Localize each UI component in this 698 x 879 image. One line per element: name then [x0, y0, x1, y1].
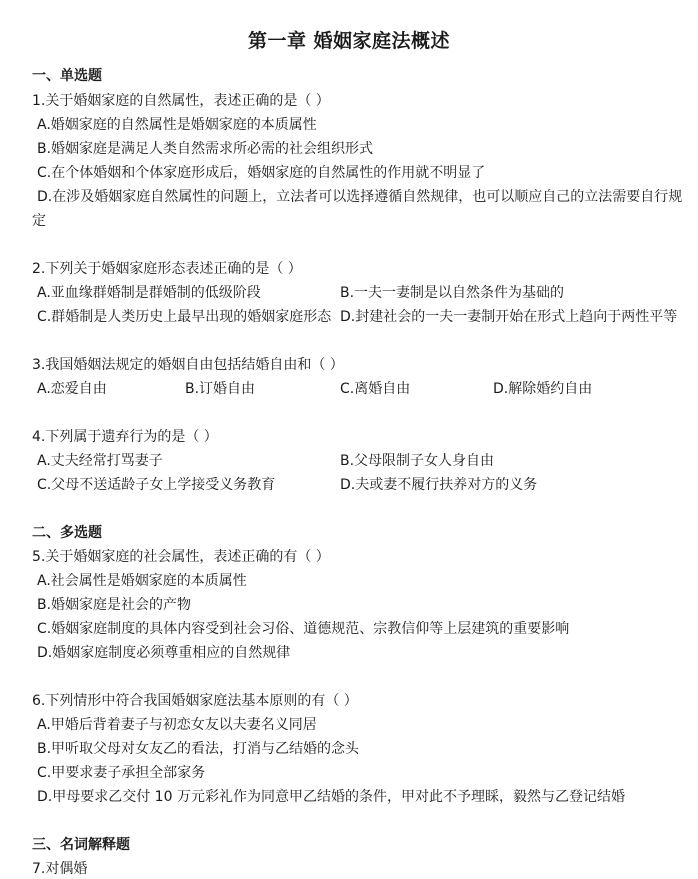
question-1-option-d: D.在涉及婚姻家庭自然属性的问题上，立法者可以选择遵循自然规律，也可以顺应自己的立法需要自行规	[37, 189, 683, 205]
question-6-option-c: C.甲要求妻子承担全部家务	[37, 765, 206, 781]
question-5-option-c: C.婚姻家庭制度的具体内容受到社会习俗、道德规范、宗教信仰等上层建筑的重要影响	[37, 621, 570, 637]
question-3-stem: 3.我国婚姻法规定的婚姻自由包括结婚自由和（ ）	[32, 357, 344, 373]
question-4-option-d: D.夫或妻不履行扶养对方的义务	[340, 477, 538, 493]
question-1-stem: 1.关于婚姻家庭的自然属性，表述正确的是（ ）	[32, 93, 330, 109]
question-2-stem: 2.下列关于婚姻家庭形态表述正确的是（ ）	[32, 261, 302, 277]
question-1-option-c: C.在个体婚姻和个体家庭形成后，婚姻家庭的自然属性的作用就不明显了	[37, 165, 486, 181]
section-heading-multiple-choice: 二、多选题	[32, 525, 102, 541]
question-4-option-c: C.父母不送适龄子女上学接受义务教育	[37, 477, 276, 493]
question-4-option-b: B.父母限制子女人身自由	[340, 453, 495, 469]
question-4-stem: 4.下列属于遗弃行为的是（ ）	[32, 429, 218, 445]
question-1-option-b: B.婚姻家庭是满足人类自然需求所必需的社会组织形式	[37, 141, 374, 157]
question-3-option-c: C.离婚自由	[340, 381, 411, 397]
question-6-option-d: D.甲母要求乙交付 10 万元彩礼作为同意甲乙结婚的条件，甲对此不予理睬，毅然与乙登记结婚	[37, 789, 625, 805]
question-2-option-b: B.一夫一妻制是以自然条件为基础的	[340, 285, 565, 301]
section-heading-term-definition: 三、名词解释题	[32, 837, 130, 853]
chapter-title: 第一章 婚姻家庭法概述	[247, 30, 451, 52]
question-2-option-a: A.亚血缘群婚制是群婚制的低级阶段	[37, 285, 261, 301]
question-6-stem: 6.下列情形中符合我国婚姻家庭法基本原则的有（ ）	[32, 693, 358, 709]
question-4-option-a: A.丈夫经常打骂妻子	[37, 453, 163, 469]
question-7-stem: 7.对偶婚	[32, 861, 88, 877]
question-1-option-d-wrap: 定	[32, 213, 46, 229]
question-6-option-b: B.甲听取父母对女友乙的看法，打消与乙结婚的念头	[37, 741, 360, 757]
question-2-option-c: C.群婚制是人类历史上最早出现的婚姻家庭形态	[37, 309, 332, 325]
question-5-option-b: B.婚姻家庭是社会的产物	[37, 597, 192, 613]
question-1-option-a: A.婚姻家庭的自然属性是婚姻家庭的本质属性	[37, 117, 317, 133]
question-5-option-d: D.婚姻家庭制度必须尊重相应的自然规律	[37, 645, 291, 661]
question-3-option-a: A.恋爱自由	[37, 381, 107, 397]
question-5-option-a: A.社会属性是婚姻家庭的本质属性	[37, 573, 247, 589]
question-3-option-b: B.订婚自由	[185, 381, 256, 397]
question-2-option-d: D.封建社会的一夫一妻制开始在形式上趋向于两性平等	[340, 309, 678, 325]
question-6-option-a: A.甲婚后背着妻子与初恋女友以夫妻名义同居	[37, 717, 317, 733]
question-3-option-d: D.解除婚约自由	[493, 381, 593, 397]
question-5-stem: 5.关于婚姻家庭的社会属性，表述正确的有（ ）	[32, 549, 330, 565]
section-heading-single-choice: 一、单选题	[32, 68, 102, 84]
